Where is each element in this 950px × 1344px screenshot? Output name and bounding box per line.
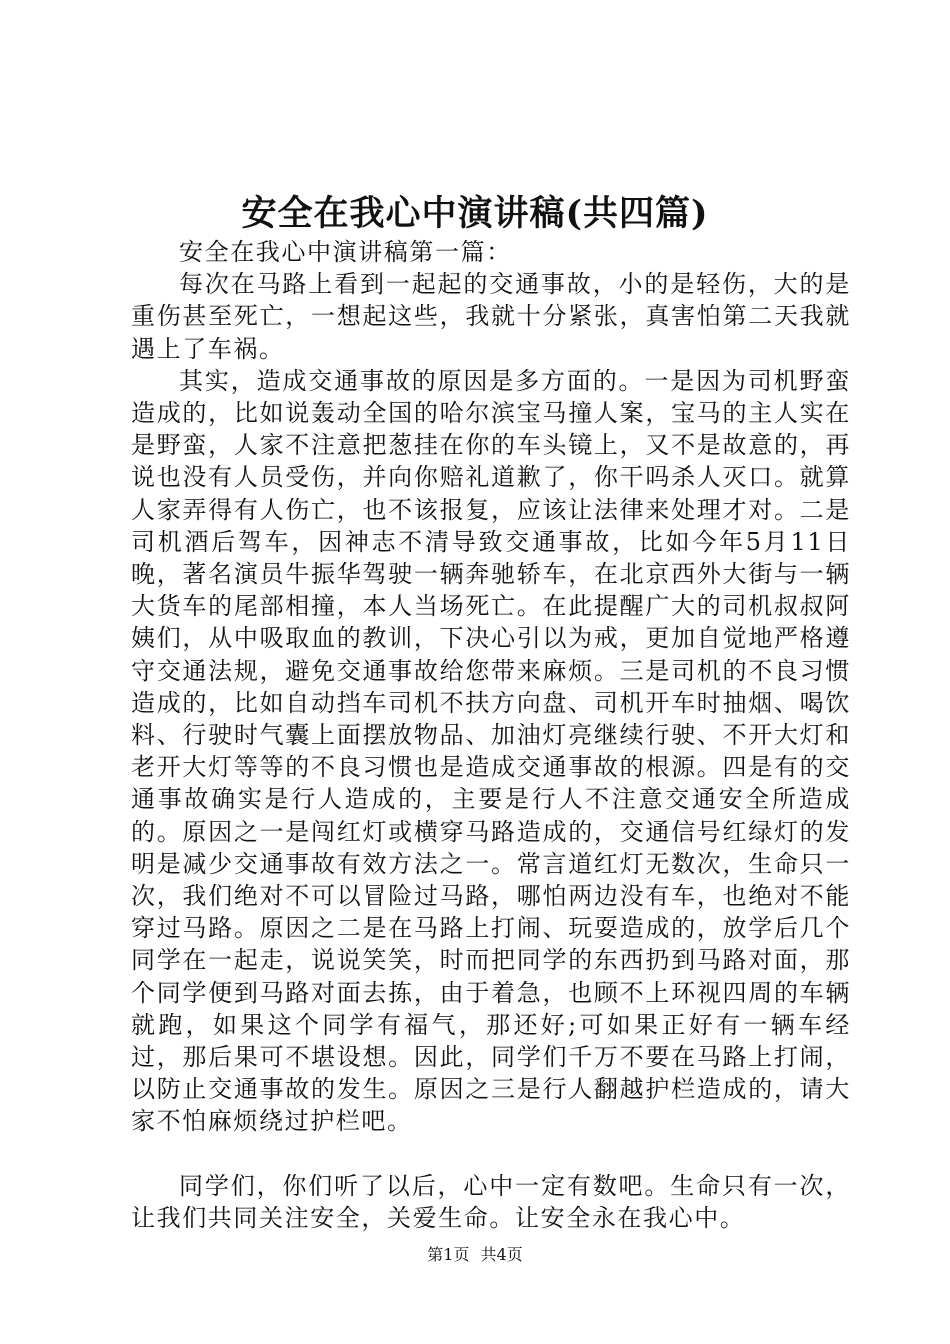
page-number: 第1页 <box>427 1245 470 1264</box>
section-subheading: 安全在我心中演讲稿第一篇： <box>179 238 512 266</box>
paragraph-2: 其实，造成交通事故的原因是多方面的。一是因为司机野蛮造成的，比如说轰动全国的哈尔滨宝马撞人案，宝马的主人实在是野蛮，人家不注意把葱挂在你的车头镜上，又不是故意的，再说也没有人员受伤，并向你赔礼道歉了，你干吗杀人灭口。就算人家弄得有人伤亡，也不该报复，应该让法律来处理才对。二是司机酒后驾车，因神志不清导致交通事故，比如今年5月11日晚，著名演员牛振华驾驶一辆奔驰轿车，在北京西外大街与一辆大货车的尾部相撞，本人当场死亡。在此提醒广大的司机叔叔阿姨们，从中吸取血的教训，下决心引以为戒，更加自觉地严格遵守交通法规，避免交通事故给您带来麻烦。三是司机的不良习惯造成的，比如自动挡车司机不扶方向盘、司机开车时抽烟、喝饮料、行驶时气囊上面摆放物品、加油灯亮继续行驶、不开大灯和老开大灯等等的不良习惯也是造成交通事故的根源。四是有的交通事故确实是行人造成的，主要是行人不注意交通安全所造成的。原因之一是闯红灯或横穿马路造成的，交通信号红绿灯的发明是减少交通事故有效方法之一。常言道红灯无数次，生命只一次，我们绝对不可以冒险过马路，哪怕两边没有车，也绝对不能穿过马路。原因之二是在马路上打闹、玩耍造成的，放学后几个同学在一起走，说说笑笑，时而把同学的东西扔到马路对面，那个同学便到马路对面去拣，由于着急，也顾不上环视四周的车辆就跑，如果这个同学有福气，那还好;可如果正好有一辆车经过，那后果可不堪设想。因此，同学们千万不要在马路上打闹，以防止交通事故的发生。原因之三是行人翻越护栏造成的，请大家不怕麻烦绕过护栏吧。 <box>131 366 851 1136</box>
page-footer <box>0 1242 950 1265</box>
document-title: 安全在我心中演讲稿(共四篇) <box>241 193 709 234</box>
page-total: 共4页 <box>480 1245 523 1264</box>
document-body <box>131 236 851 1234</box>
paragraph-3: 同学们，你们听了以后，心中一定有数吧。生命只有一次，让我们共同关注安全，关爱生命。让安全永在我心中。 <box>131 1171 851 1232</box>
paragraph-spacer <box>131 1138 851 1170</box>
paragraph-1: 每次在马路上看到一起起的交通事故，小的是轻伤，大的是重伤甚至死亡，一想起这些，我就十分紧张，真害怕第二天我就遇上了车祸。 <box>131 270 851 363</box>
